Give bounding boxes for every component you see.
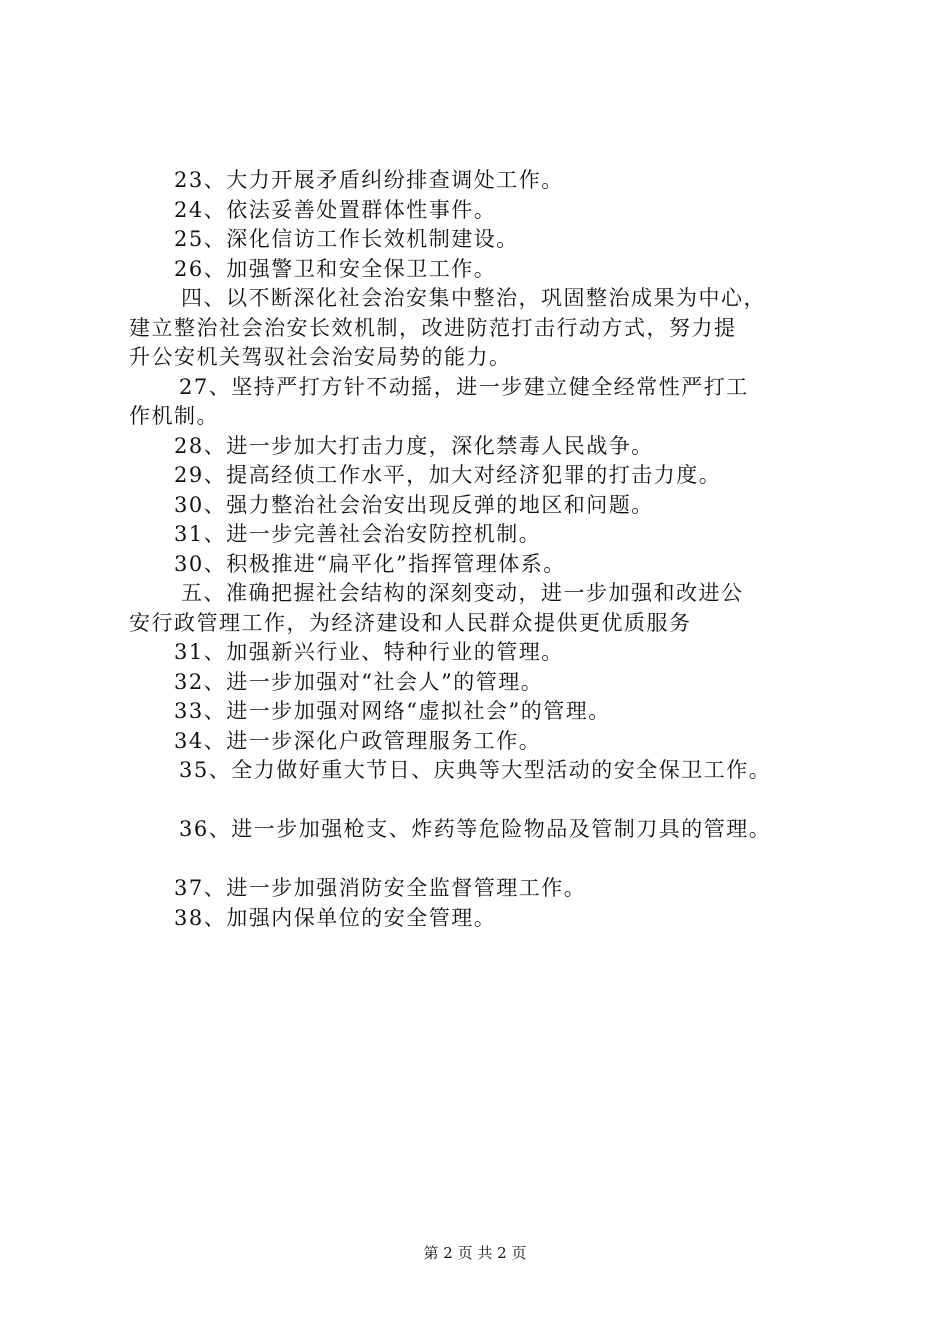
list-item: 37、进一步加强消防安全监督管理工作。 <box>174 876 587 900</box>
list-item: 34、进一步深化户政管理服务工作。 <box>174 728 542 753</box>
list-item: 31、进一步完善社会治安防控机制。 <box>174 522 542 546</box>
document-body <box>129 166 829 933</box>
list-item: 38、加强内保单位的安全管理。 <box>174 905 497 930</box>
list-item: 24、依法妥善处置群体性事件。 <box>174 197 497 222</box>
list-item: 25、深化信访工作长效机制建设。 <box>174 227 519 251</box>
section-heading-continued: 安行政管理工作，为经济建设和人民群众提供更优质服务 <box>129 610 692 635</box>
list-item: 33、进一步加强对网络“虚拟社会”的管理。 <box>174 699 611 723</box>
list-item: 32、进一步加强对“社会人”的管理。 <box>174 669 544 694</box>
page-number-footer: 第 2 页 共 2 页 <box>423 1244 527 1262</box>
section-heading-continued: 建立整治社会治安长效机制，改进防范打击行动方式，努力提 <box>129 315 737 340</box>
list-item: 36、进一步加强枪支、炸药等危险物品及管制刀具的管理。 <box>179 817 772 841</box>
list-item: 30、强力整治社会治安出现反弹的地区和问题。 <box>174 492 654 517</box>
list-item: 30、积极推进“扁平化”指挥管理体系。 <box>174 551 566 576</box>
section-heading: 五、准确把握社会结构的深刻变动，进一步加强和改进公 <box>181 581 744 605</box>
list-item: 35、全力做好重大节日、庆典等大型活动的安全保卫工作。 <box>179 758 772 782</box>
blank-line <box>129 845 829 875</box>
list-item-continued: 作机制。 <box>129 404 219 428</box>
blank-line <box>129 786 829 816</box>
list-item: 26、加强警卫和安全保卫工作。 <box>174 256 497 281</box>
section-heading-continued: 升公安机关驾驭社会治安局势的能力。 <box>129 345 512 369</box>
list-item: 23、大力开展矛盾纠纷排查调处工作。 <box>174 168 564 192</box>
list-item: 29、提高经侦工作水平，加大对经济犯罪的打击力度。 <box>174 463 722 487</box>
list-item: 27、坚持严打方针不动摇，进一步建立健全经常性严打工 <box>179 374 749 399</box>
list-item: 28、进一步加大打击力度，深化禁毒人民战争。 <box>174 433 654 458</box>
list-item: 31、加强新兴行业、特种行业的管理。 <box>174 640 564 664</box>
section-heading: 四、以不断深化社会治安集中整治，巩固整治成果为中心， <box>181 286 766 310</box>
